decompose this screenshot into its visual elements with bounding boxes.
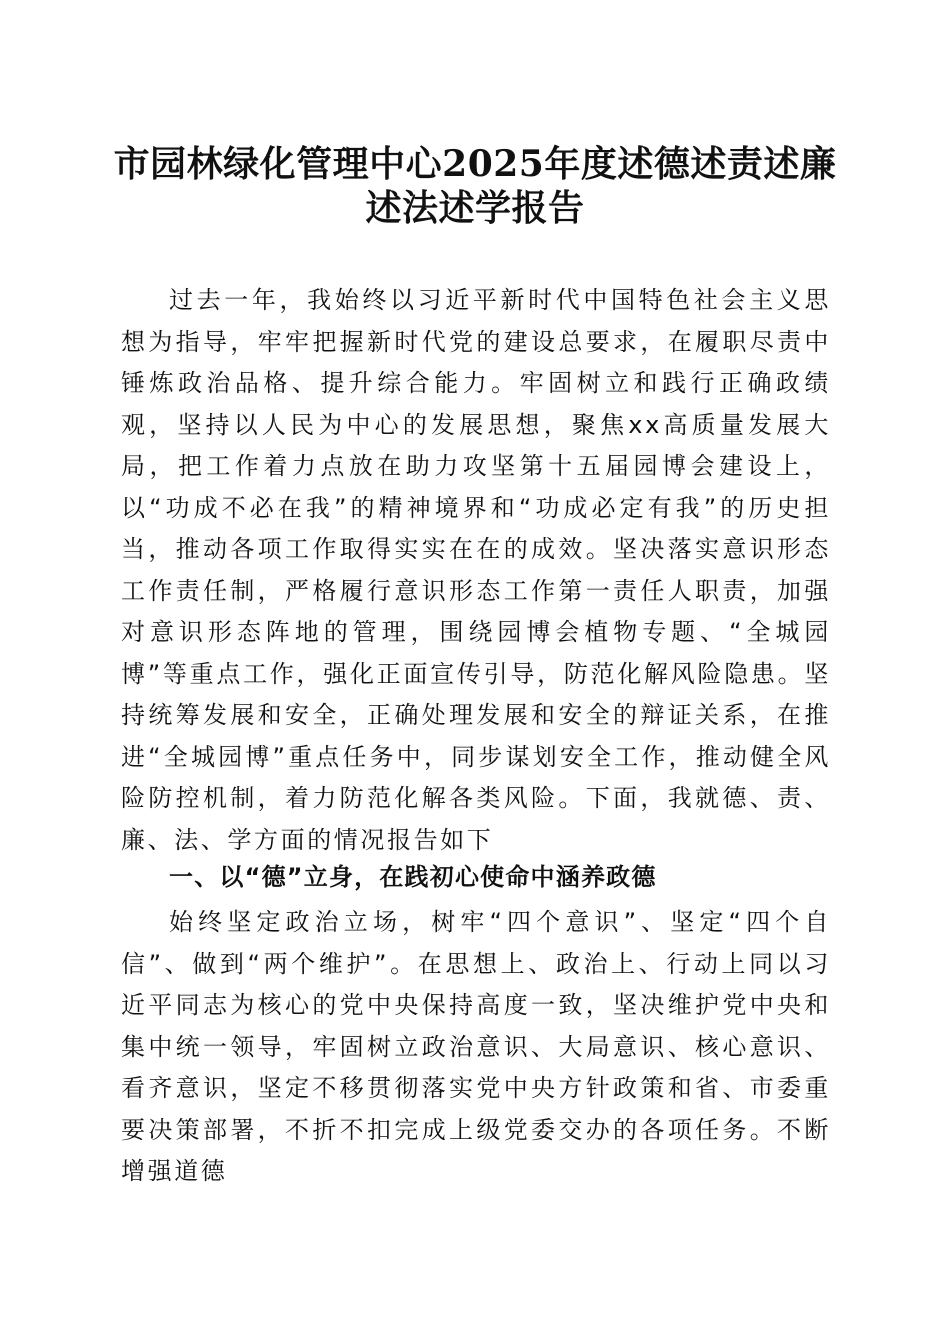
section-heading-de: 一、以“德”立身，在践初心使命中涵养政德 xyxy=(169,863,657,891)
document-title-line1: 市园林绿化管理中心2025年度述德述责述廉 xyxy=(113,143,837,185)
intro-paragraph: 过去一年，我始终以习近平新时代中国特色社会主义思想为指导，牢牢把握新时代党的建设总要求，在履职尽责中锤炼政治品格、提升综合能力。牢固树立和践行正确政绩观，坚持以人民为中心的发展思想，聚焦xx高质量发展大局，把工作着力点放在助力攻坚第十五届园博会建设上，以“功成不必在我”的精神境界和“功成必定有我”的历史担当，推动各项工作取得实实在在的成效。坚决落实意识形态工作责任制，严格履行意识形态工作第一责任人职责，加强对意识形态阵地的管理，围绕园博会植物专题、“全城园博”等重点工作，强化正面宣传引导，防范化解风险隐患。坚持统筹发展和安全，正确处理发展和安全的辩证关系，在推进“全城园博”重点任务中，同步谋划安全工作，推动健全风险防控机制，着力防范化解各类风险。下面，我就德、责、廉、法、学方面的情况报告如下 xyxy=(121,286,831,854)
section-paragraph-de: 始终坚定政治立场，树牢“四个意识”、坚定“四个自信”、做到“两个维护”。在思想上、政治上、行动上同以习近平同志为核心的党中央保持高度一致，坚决维护党中央和集中统一领导，牢固树立政治意识、大局意识、核心意识、看齐意识，坚定不移贯彻落实党中央方针政策和省、市委重要决策部署，不折不扣完成上级党委交办的各项任务。不断增强道德 xyxy=(121,908,831,1185)
document-title-line2: 述法述学报告 xyxy=(365,187,585,229)
